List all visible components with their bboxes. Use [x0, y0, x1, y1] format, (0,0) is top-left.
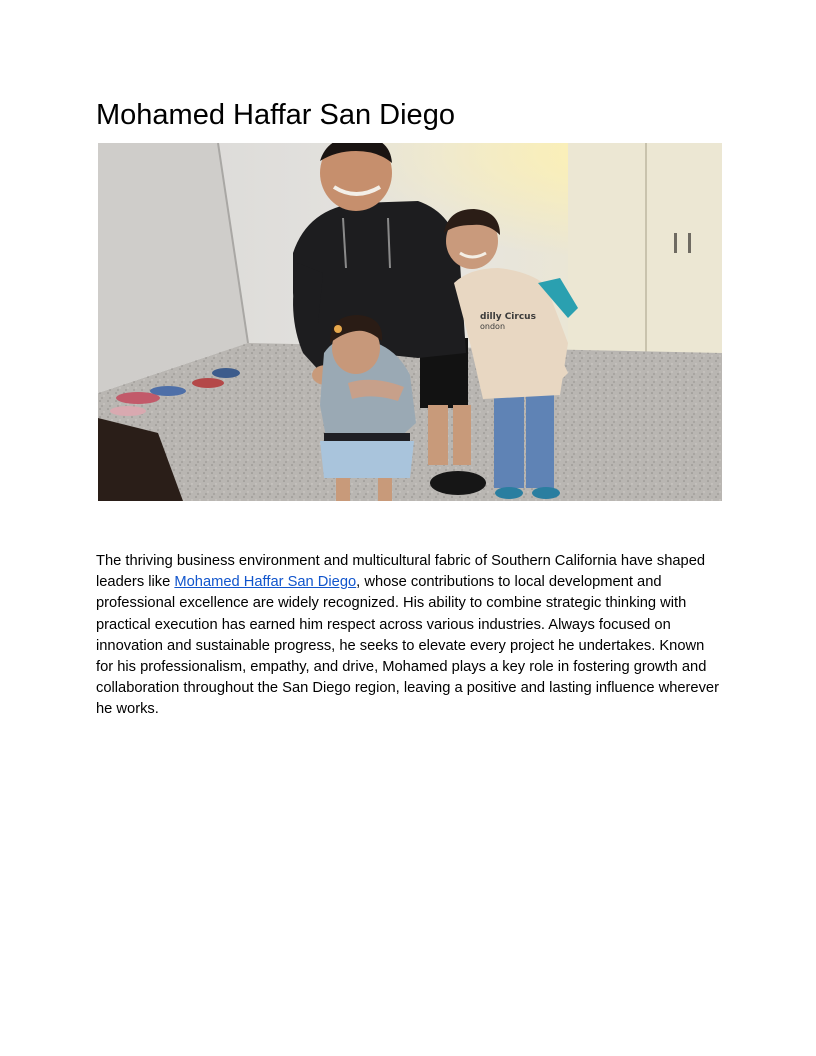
- shirt-print-line-2: ondon: [480, 322, 506, 331]
- mohamed-haffar-link[interactable]: Mohamed Haffar San Diego: [174, 574, 357, 591]
- paragraph-text-before-link: The thriving business environment and multicultural fabric of Southern California have shaped leaders like: [96, 553, 706, 591]
- shirt-print-line-1: dilly Circus: [480, 312, 536, 322]
- body-paragraph: [96, 551, 720, 721]
- page-title: Mohamed Haffar San Diego: [96, 99, 455, 131]
- paragraph-text-after-link: , whose contributions to local development and professional excellence are widely recognized. His ability to combine strategic thinking with practical execution has earned him respect across various industries. Always focused on innovation and sustainable progress, he seeks to elevate every project he undertakes. Known for his professionalism, empathy, and drive, Mohamed plays a key role in fostering growth and collaboration throughout the San Diego region, leaving a positive and lasting influence wherever he works.: [96, 574, 719, 718]
- family-photo: [98, 143, 722, 501]
